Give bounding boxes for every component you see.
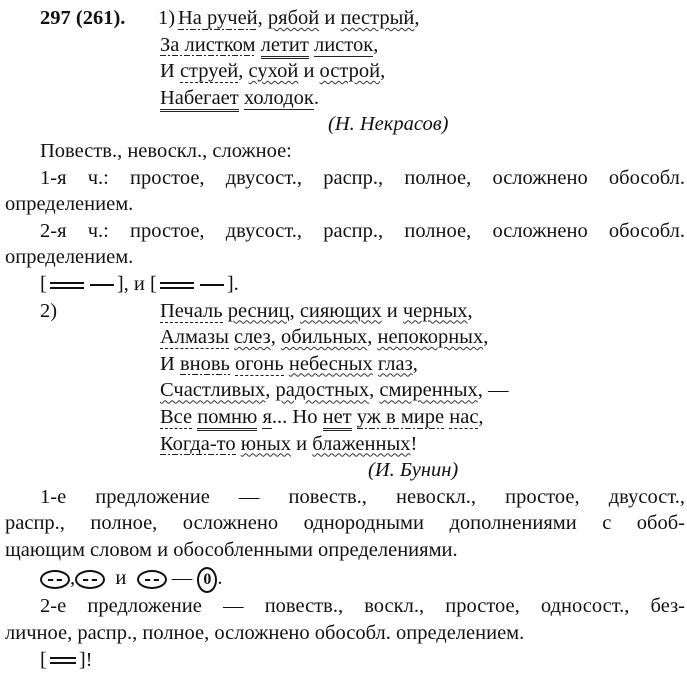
poem-text: , [467,299,473,322]
underlined-word-single: листок [313,33,374,56]
analysis-line: определением. [5,193,134,216]
analysis-line: распр., полное, осложнено однородными дополнениями с обоб- [5,512,685,535]
poem-text [352,406,357,428]
subject-mark [200,284,224,286]
underlined-word-dashdot: вновь [179,352,230,375]
scheme-bracket: ]! [78,648,93,671]
poem-line [160,58,385,85]
poem-line [160,377,508,404]
poem-text: , [265,379,276,402]
poem-text: , [257,7,268,29]
scheme-and: и [115,567,127,590]
poem-text: , — [477,379,509,402]
analysis-line: 2-я ч.: простое, двусост., распр., полное, осложнено обособл. [40,219,685,242]
underlined-word-dashed: струей [179,60,239,83]
underlined-word-wavy: Счастливых [160,379,266,402]
underlined-word-wavy: сухой [248,60,299,83]
poem-text: и [381,299,403,322]
poem-text: И [160,60,180,83]
poem-author: (И. Бунин) [368,459,459,482]
poem-text: и [298,60,320,83]
poem-text: ! [410,432,418,455]
analysis-line: 1-я ч.: простое, двусост., распр., полное, осложнено обособл. [40,166,685,189]
underlined-word-wavy: радостных [275,379,370,402]
analysis-line: определением. [5,246,134,269]
underlined-word-wavy: рябой [267,7,320,29]
sentence-scheme-2 [0,563,687,593]
poem-text: и [291,432,313,455]
analysis-line: личное, распр., полное, осложнено обособл. определением. [5,622,525,645]
predicate-mark [50,657,76,664]
poem-text: , [483,326,489,349]
subject-mark [90,284,114,286]
underlined-word-dashdot: Когда-то [160,432,236,455]
poem-line [160,298,473,325]
underlined-word-double: помню [197,406,257,431]
poem-text: , [367,326,378,349]
underlined-word-double: нет [323,406,352,431]
underlined-word-double: Набегает [160,87,239,112]
underlined-word-wavy: непокорных [377,326,484,349]
analysis-line: 2-е предложение — повеств., воскл., простое, односост., без- [40,595,685,618]
analysis-line: Повеств., невоскл., сложное: [40,139,292,162]
poem-text: , [270,326,281,349]
underlined-word-dashed: нас [449,405,479,428]
poem-line [160,431,417,458]
underlined-word-wavy: глаз [377,352,413,375]
analysis-line: 1-е предложение — повеств., невоскл., простое, двусост., [40,485,685,508]
part2-label: 2) [40,299,58,322]
poem-text: , [373,33,379,56]
underlined-word-dashed: Все [160,405,193,428]
poem-text: , [238,60,249,83]
underlined-word-wavy: сияющих [299,299,382,322]
underlined-word-wavy: пестрый [340,7,415,29]
poem-text: И [160,352,180,375]
underlined-word-wavy: юных [240,432,292,455]
scheme-bracket: ], и [ [116,272,157,295]
part1-label: 1) [158,7,176,29]
underlined-word-single: я [262,405,272,428]
underlined-word-double: летит [261,34,309,59]
poem-text: , [478,405,484,428]
poem-line [160,324,488,351]
underlined-word-wavy: слез [233,326,271,349]
analysis-line: щающим словом и обособленными определениями. [5,538,458,561]
underlined-word-dashdot: На ручей [178,7,258,29]
predicate-mark [160,282,194,289]
sentence-scheme-3 [0,647,687,674]
underlined-word-dashed: огонь [235,352,284,375]
poem-line [160,351,418,378]
object-oval-icon [40,570,70,589]
poem-text: , [289,299,300,322]
poem-text: ... Но [271,405,323,428]
underlined-word-wavy: ресниц [227,299,290,322]
predicate-mark [50,282,84,289]
poem-line [160,404,484,431]
scheme-period: . [217,567,223,590]
poem-text: и [319,7,341,29]
scheme-dash: — [171,567,193,590]
underlined-word-wavy: обильных [281,326,368,349]
underlined-word-wavy: блаженных [312,432,411,455]
underlined-word-dashed: Печаль [160,299,223,322]
underlined-word-dashed: Алмазы [160,326,229,349]
underlined-word-wavy: черных [402,299,468,322]
underlined-word-dashdot: уж в мире [356,405,445,428]
underlined-word-single: холодок [243,86,314,109]
underlined-word-wavy: смиренных [379,379,478,402]
underlined-word-dashdot: За листком [160,33,256,56]
poem-author: (Н. Некрасов) [328,113,449,136]
poem-text: , [380,60,386,83]
poem-text: , [414,7,420,29]
poem-line [160,32,378,59]
poem-line [178,5,419,32]
poem1-row [0,5,687,32]
poem-line [160,85,319,112]
poem-text: . [313,86,319,109]
object-oval-icon [75,570,105,589]
exercise-number: 297 (261). [40,7,126,29]
sentence-scheme-1 [0,271,687,298]
poem-text: , [369,379,380,402]
underlined-word-wavy: небесных [288,352,373,375]
scheme-comma: , [70,567,76,590]
scheme-bracket: [ [40,272,47,295]
poem-text [256,34,261,56]
object-oval-icon [137,570,167,589]
generalizing-word-circle-icon: 0 [197,567,217,593]
scheme-bracket: [ [40,648,47,671]
poem-text: , [412,352,418,375]
scheme-bracket: ]. [226,272,239,295]
underlined-word-wavy: острой [319,60,381,83]
